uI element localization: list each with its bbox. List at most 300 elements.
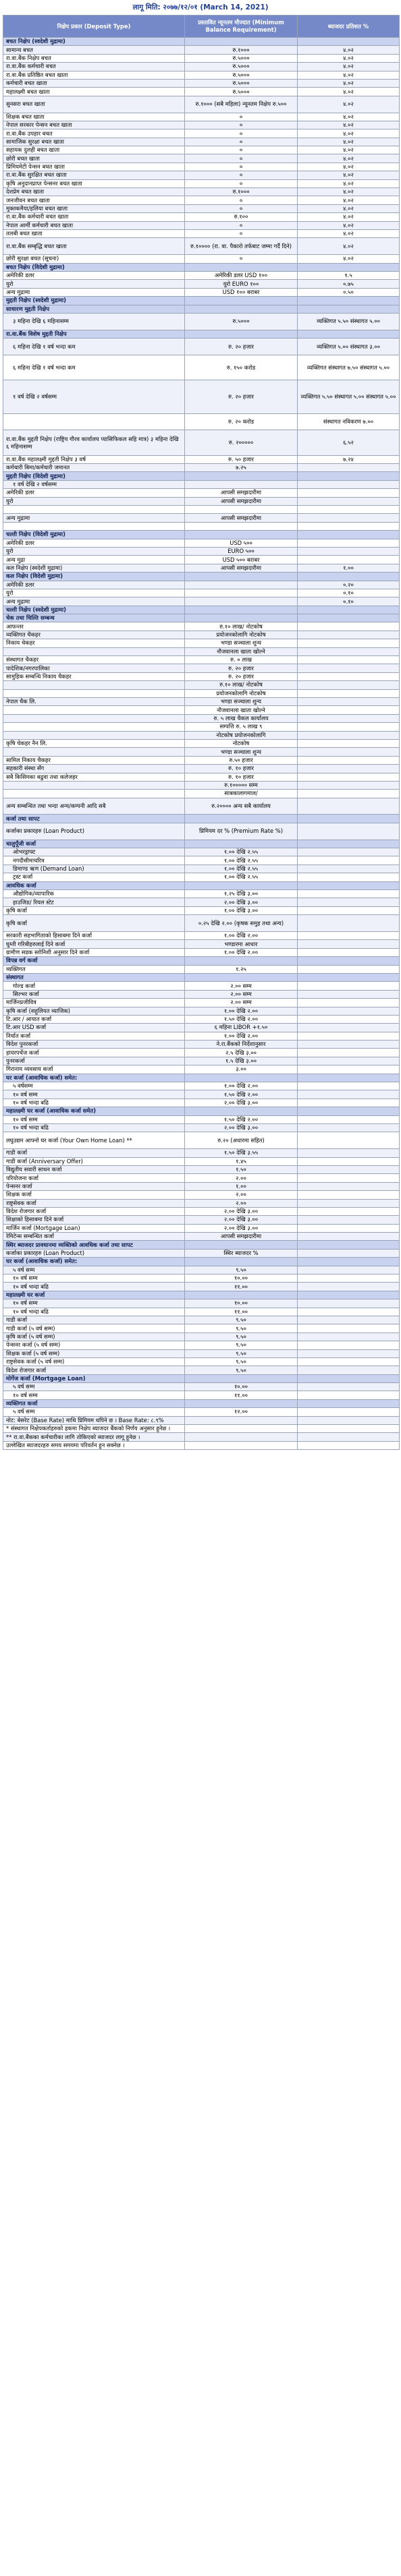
row-label: शिक्षक बचत खाता — [3, 113, 185, 121]
row-label — [3, 714, 185, 722]
table-row — [3, 856, 400, 865]
table-row — [3, 1283, 400, 1291]
row-minimum-balance: २.०० — [185, 1191, 298, 1199]
table-row — [3, 455, 400, 463]
table-row — [3, 1041, 400, 1049]
row-label: गोल्ड कर्जा — [3, 982, 185, 990]
table-row — [3, 622, 400, 631]
row-interest-rate — [298, 865, 400, 873]
row-label: देशप्रेम बचत खाता — [3, 188, 185, 196]
row-interest-rate — [298, 606, 400, 614]
row-label: अन्य मुद्रामा — [3, 514, 185, 522]
row-interest-rate: ४.०२ — [298, 163, 400, 171]
row-minimum-balance: रु.५००० — [185, 54, 298, 62]
row-minimum-balance: रु.१० लाख/ नोटकोष — [185, 681, 298, 689]
table-row — [3, 631, 400, 639]
row-minimum-balance — [185, 1441, 298, 1449]
row-label: १० वर्ष भन्दा बढि — [3, 1308, 185, 1316]
table-row — [3, 865, 400, 873]
table-row — [3, 1425, 400, 1433]
row-label: ५ वर्ष सम्म — [3, 1408, 185, 1416]
row-minimum-balance — [185, 881, 298, 889]
table-row — [3, 547, 400, 555]
row-minimum-balance: ९.५० — [185, 1366, 298, 1374]
table-row — [3, 489, 400, 497]
row-minimum-balance: २.०० सम्म — [185, 999, 298, 1007]
row-minimum-balance: रु.१००००० सम्म — [185, 781, 298, 789]
row-minimum-balance: १.०० देखि २.५५ — [185, 865, 298, 873]
row-interest-rate — [298, 480, 400, 488]
table-row — [3, 1182, 400, 1190]
row-interest-rate: ४.०२ — [298, 204, 400, 212]
row-label: १ वर्ष देखि २ वर्षसम्म — [3, 380, 185, 414]
row-interest-rate — [298, 1107, 400, 1115]
row-minimum-balance — [185, 597, 298, 606]
row-minimum-balance: सम्पत्ति रु. ५ लाख ९ — [185, 723, 298, 731]
section-row — [3, 973, 400, 981]
row-interest-rate — [298, 1266, 400, 1274]
row-interest-rate — [298, 973, 400, 981]
table-row — [3, 1233, 400, 1241]
row-label: १० वर्ष भन्दा बढि — [3, 1283, 185, 1291]
row-minimum-balance: प्रयोजनकोलागि नोटकोष — [185, 689, 298, 697]
row-minimum-balance — [185, 480, 298, 488]
table-row — [3, 689, 400, 697]
row-label: निर्यात कर्जा — [3, 1032, 185, 1040]
row-interest-rate — [298, 631, 400, 639]
table-row — [3, 1123, 400, 1132]
table-row — [3, 1057, 400, 1065]
row-minimum-balance: रु.५००० — [185, 63, 298, 71]
row-label: अन्य मुद्रामा — [3, 288, 185, 296]
row-minimum-balance: रु.१० लाख/ नोटकोष — [185, 622, 298, 631]
row-label: पेन्सनर कर्जा (५ वर्ष सम्म) — [3, 1341, 185, 1349]
row-minimum-balance — [185, 614, 298, 622]
row-interest-rate — [298, 723, 400, 731]
row-interest-rate — [298, 731, 400, 739]
row-minimum-balance: नोटकोष प्रयोजनकोलागि — [185, 731, 298, 739]
row-minimum-balance: आपसी समझदारीमा — [185, 497, 298, 505]
section-row — [3, 815, 400, 823]
table-row — [3, 63, 400, 71]
row-label: छोरी बचत खाता — [3, 154, 185, 163]
row-minimum-balance: १.०० — [185, 1182, 298, 1190]
row-label: तलबी बचत खाता — [3, 230, 185, 238]
row-minimum-balance — [185, 1433, 298, 1441]
table-row — [3, 288, 400, 296]
row-minimum-balance: रु.५००० — [185, 313, 298, 330]
row-interest-rate — [298, 823, 400, 840]
table-row — [3, 196, 400, 204]
row-interest-rate — [298, 514, 400, 522]
row-minimum-balance: १.०० देखि २.५५ — [185, 873, 298, 881]
row-interest-rate: १.५ — [298, 271, 400, 279]
table-row — [3, 255, 400, 263]
row-minimum-balance: १.५० देखि २.०० — [185, 1015, 298, 1023]
section-row — [3, 614, 400, 622]
table-row — [3, 464, 400, 472]
row-interest-rate — [298, 622, 400, 631]
table-row — [3, 931, 400, 939]
row-interest-rate — [298, 1349, 400, 1357]
table-row — [3, 1308, 400, 1316]
table-row — [3, 163, 400, 171]
row-interest-rate — [298, 1065, 400, 1074]
row-label: गाडी कर्जा — [3, 1316, 185, 1324]
row-interest-rate — [298, 263, 400, 271]
row-interest-rate — [298, 1191, 400, 1199]
row-minimum-balance: २.०० — [185, 1174, 298, 1182]
row-label: स्थिर ब्याजदर प्रावधानमा व्यक्तिको आवधिक कर्जा तथा सापट — [3, 1241, 185, 1249]
row-interest-rate — [298, 1132, 400, 1149]
row-minimum-balance: भण्डा सञ्चाला शुन्य — [185, 698, 298, 706]
row-interest-rate — [298, 1123, 400, 1132]
table-row — [3, 1433, 400, 1441]
row-minimum-balance: USD ५०० — [185, 539, 298, 547]
row-interest-rate — [298, 1216, 400, 1224]
row-label: कृषि अनुदानप्राप्त पेन्सनर बचत खाता — [3, 179, 185, 187]
table-row — [3, 1157, 400, 1165]
row-interest-rate — [298, 1024, 400, 1032]
table-row — [3, 1007, 400, 1015]
row-interest-rate — [298, 1199, 400, 1207]
row-interest-rate: ४.०२ — [298, 54, 400, 62]
row-label: अमेरिकी डलर — [3, 581, 185, 589]
row-minimum-balance: १.०० देखि २.५५ — [185, 848, 298, 856]
row-label: चल्ती निक्षेप (विदेशी मुद्रामा) — [3, 531, 185, 539]
row-label: १० वर्ष सम्म — [3, 1299, 185, 1308]
row-label: घुम्ती गरिबीहरुलाई दिने कर्जा — [3, 940, 185, 948]
page-title: लागू मिति: २०७७/१२/०१ (March 14, 2021) — [132, 3, 269, 11]
table-row — [3, 965, 400, 973]
row-label: हायरपर्चेज कर्जा — [3, 1049, 185, 1057]
row-label: १० वर्ष सम्म — [3, 1275, 185, 1283]
row-minimum-balance: आपसी समझदारीमा — [185, 514, 298, 522]
row-minimum-balance — [185, 589, 298, 597]
row-label: अन्य मुद्रामा — [3, 597, 185, 606]
table-row — [3, 664, 400, 672]
table-row — [3, 355, 400, 380]
row-minimum-balance: रु. २० करोड — [185, 413, 298, 430]
table-row — [3, 656, 400, 664]
row-interest-rate — [298, 639, 400, 647]
row-label: १० वर्ष सम्म — [3, 1115, 185, 1123]
table-row — [3, 1341, 400, 1349]
table-row — [3, 54, 400, 62]
row-label: कर्जाका प्रकारहरु (Loan Product) — [3, 1249, 185, 1257]
table-row — [3, 1383, 400, 1391]
row-minimum-balance: १०.०० — [185, 1275, 298, 1283]
row-label: मुद्दती निक्षेप (विदेशी मुद्रामा) — [3, 472, 185, 480]
row-interest-rate — [298, 489, 400, 497]
table-row — [3, 723, 400, 731]
row-interest-rate — [298, 1275, 400, 1283]
table-row — [3, 480, 400, 488]
table-row — [3, 706, 400, 714]
row-label: गाडी कर्जा (५ वर्ष सम्म) — [3, 1324, 185, 1333]
section-row — [3, 297, 400, 305]
row-label: गाडी कर्जा — [3, 1149, 185, 1157]
row-interest-rate: ४.०२ — [298, 113, 400, 121]
row-minimum-balance: १.०० देखि २.५५ — [185, 856, 298, 865]
row-interest-rate — [298, 1224, 400, 1232]
row-label: अमेरिकी डलर — [3, 539, 185, 547]
table-row — [3, 765, 400, 773]
row-interest-rate: व्यक्तिगत ५.५० संस्थागत ५.०० संस्थागत ५.०० — [298, 380, 400, 414]
section-row — [3, 263, 400, 271]
row-label: आफन्तर — [3, 622, 185, 631]
row-minimum-balance: रु. २० हजार — [185, 380, 298, 414]
row-minimum-balance: भण्डा सञ्चाला शुन्य — [185, 639, 298, 647]
row-interest-rate — [298, 1249, 400, 1257]
row-label — [3, 689, 185, 697]
row-minimum-balance: रु.१००० — [185, 46, 298, 54]
row-interest-rate — [298, 1316, 400, 1324]
row-interest-rate — [298, 1174, 400, 1182]
row-label: साधारण मुद्दती निक्षेप — [3, 305, 185, 313]
row-minimum-balance: ७.२५ — [185, 464, 298, 472]
row-interest-rate — [298, 1374, 400, 1382]
row-minimum-balance: रु. ५ लाख चैकल कार्यालय — [185, 714, 298, 722]
row-label: डिमाण्ड ऋण (Demand Loan) — [3, 865, 185, 873]
table-row — [3, 1316, 400, 1324]
row-minimum-balance: रु. २००००० — [185, 430, 298, 455]
row-minimum-balance: ने.रा.बैंकको निर्देशानुसार — [185, 1041, 298, 1049]
row-label: टि.आर / आयात कर्जा — [3, 1015, 185, 1023]
row-interest-rate: संस्थागत नविकरण ७.०० — [298, 413, 400, 430]
row-label: १० वर्ष भन्दा बढि — [3, 1123, 185, 1132]
row-interest-rate — [298, 539, 400, 547]
row-minimum-balance: १.५० — [185, 1165, 298, 1173]
table-row — [3, 154, 400, 163]
row-label: अमेरिकी डलर — [3, 489, 185, 497]
row-interest-rate — [298, 940, 400, 948]
row-interest-rate — [298, 999, 400, 1007]
row-minimum-balance: १.०० देखि २.०० — [185, 948, 298, 956]
row-interest-rate — [298, 856, 400, 865]
row-label: कर्मचारी बिमा/कर्मचारी जमानत — [3, 464, 185, 472]
row-label: शिक्षक कर्जा — [3, 1191, 185, 1199]
row-label: रा.वा.बैंक उपहार बचत — [3, 129, 185, 138]
row-minimum-balance: ० — [185, 230, 298, 238]
row-label — [3, 647, 185, 655]
row-label: गाडी कर्जा (Anniversary Offer) — [3, 1157, 185, 1165]
table-row — [3, 1391, 400, 1399]
row-label: ६ महिना देखि १ वर्ष भन्दा कम — [3, 355, 185, 380]
section-row — [3, 881, 400, 889]
row-interest-rate — [298, 1241, 400, 1249]
row-label — [3, 506, 185, 514]
row-interest-rate: ४.०२ — [298, 63, 400, 71]
row-interest-rate — [298, 1425, 400, 1433]
row-label: ५ वर्षसम्म — [3, 1082, 185, 1090]
table-row — [3, 506, 400, 514]
section-row — [3, 1241, 400, 1249]
row-label: सामाजिक सुरक्षा बचत खाता — [3, 138, 185, 146]
row-label: निकाय चेकहर — [3, 639, 185, 647]
row-minimum-balance — [185, 957, 298, 965]
row-label: विपन्न वर्ग कर्जा — [3, 957, 185, 965]
row-interest-rate — [298, 815, 400, 823]
row-minimum-balance: ९.५० — [185, 1266, 298, 1274]
section-row — [3, 330, 400, 338]
table-row — [3, 639, 400, 647]
row-minimum-balance: २.०० देखि ३.०० — [185, 898, 298, 906]
row-interest-rate: ४.०२ — [298, 96, 400, 113]
row-label: घर कर्जा (आवाधिक कर्जा) समेत: — [3, 1258, 185, 1266]
row-label: अन्य सम्बन्धित तथा भन्दा अन्य/कम्पनी आदि सबै — [3, 798, 185, 815]
row-minimum-balance: भण्डा सञ्चाला शुन्य — [185, 748, 298, 756]
row-minimum-balance: अमेरिकी डलर USD १०० — [185, 271, 298, 279]
row-interest-rate — [298, 1082, 400, 1090]
row-minimum-balance: रु. ० लाख — [185, 656, 298, 664]
row-interest-rate: ०.५० — [298, 288, 400, 296]
row-interest-rate: ४.०२ — [298, 213, 400, 221]
row-minimum-balance: २.०० — [185, 1199, 298, 1207]
row-minimum-balance: ० — [185, 129, 298, 138]
row-label: ** रा.वा.बैंकका कर्मचारीका लागि तोकिएको ब्याजदर लागू हुनेछ । — [3, 1433, 185, 1441]
row-minimum-balance — [185, 1425, 298, 1433]
row-label: महालक्ष्मी बचत खाता — [3, 88, 185, 96]
row-label: विदेश रोजगार कर्जा — [3, 1366, 185, 1374]
row-label: रा.वा.बैंक निक्षेप बचत — [3, 54, 185, 62]
row-label: युरो — [3, 589, 185, 597]
table-row — [3, 430, 400, 455]
row-label: कल निक्षेप (विदेशी मुद्रामा) — [3, 573, 185, 581]
row-label: नेपाल सरकार पेन्सन बचत खाता — [3, 121, 185, 129]
section-row — [3, 472, 400, 480]
row-minimum-balance — [185, 305, 298, 313]
row-minimum-balance: १२.०० — [185, 1408, 298, 1416]
table-row — [3, 698, 400, 706]
row-minimum-balance — [185, 840, 298, 848]
table-row — [3, 1024, 400, 1032]
row-minimum-balance: ० — [185, 154, 298, 163]
row-interest-rate — [298, 1149, 400, 1157]
row-label: कर्जाका प्रकारहरु (Loan Product) — [3, 823, 185, 840]
row-minimum-balance: साबकालागमाल/ — [185, 790, 298, 798]
row-minimum-balance: ९.५० — [185, 1316, 298, 1324]
row-label: मुक्तकमैया/हलिया बचत खाता — [3, 204, 185, 212]
table-row — [3, 1357, 400, 1366]
table-row — [3, 1216, 400, 1224]
row-label — [3, 731, 185, 739]
row-label: सरकारी सहभागिताको हिसाबमा दिने कर्जा — [3, 931, 185, 939]
row-interest-rate — [298, 1233, 400, 1241]
row-minimum-balance: रु.५० हजार — [185, 756, 298, 764]
row-minimum-balance: USD ५०० बराबर — [185, 556, 298, 564]
row-interest-rate — [298, 305, 400, 313]
section-row — [3, 1074, 400, 1082]
row-minimum-balance: ० — [185, 113, 298, 121]
row-interest-rate — [298, 706, 400, 714]
row-interest-rate — [298, 681, 400, 689]
row-minimum-balance: आपसी समझदारीमा — [185, 1233, 298, 1241]
row-interest-rate — [298, 522, 400, 530]
row-minimum-balance — [185, 1107, 298, 1115]
row-minimum-balance: २.०० सम्म — [185, 990, 298, 998]
table-row — [3, 597, 400, 606]
row-interest-rate — [298, 672, 400, 680]
row-label: कृषि कर्जा — [3, 915, 185, 932]
row-minimum-balance: १.०० देखि ३.०० — [185, 906, 298, 914]
row-label: विदेश पुनरकर्जा — [3, 1041, 185, 1049]
table-row — [3, 1333, 400, 1341]
row-interest-rate: ४.०२ — [298, 88, 400, 96]
table-row — [3, 514, 400, 522]
row-minimum-balance: ० — [185, 179, 298, 187]
row-interest-rate: ४.०२ — [298, 154, 400, 163]
row-interest-rate — [298, 1357, 400, 1366]
row-label: सामुहिक सम्बन्धि निकाय चैकहर — [3, 672, 185, 680]
row-label: प्रिमियमेटी पेन्सन बचत खाता — [3, 163, 185, 171]
row-interest-rate — [298, 1299, 400, 1308]
table-row — [3, 204, 400, 212]
row-interest-rate — [298, 1383, 400, 1391]
row-label: सामान्य बचत — [3, 46, 185, 54]
table-row — [3, 823, 400, 840]
table-row — [3, 1324, 400, 1333]
row-interest-rate — [298, 506, 400, 514]
row-interest-rate — [298, 556, 400, 564]
row-interest-rate — [298, 38, 400, 46]
row-label: कृषि कर्जा (५ वर्ष सम्म) — [3, 1333, 185, 1341]
row-label: कर्मचारी बचत खाता — [3, 79, 185, 87]
row-minimum-balance: ९.५० — [185, 1357, 298, 1366]
table-row — [3, 171, 400, 179]
row-minimum-balance: रु.१०००० (रा. वा. पैकारो तर्फबाट जम्मा गर्दै दिने) — [185, 238, 298, 255]
table-row — [3, 982, 400, 990]
row-minimum-balance — [185, 1074, 298, 1082]
row-interest-rate — [298, 1041, 400, 1049]
row-interest-rate: ४.०२ — [298, 188, 400, 196]
row-interest-rate — [298, 1291, 400, 1299]
row-interest-rate — [298, 1090, 400, 1099]
table-row — [3, 221, 400, 229]
row-interest-rate — [298, 1391, 400, 1399]
row-interest-rate — [298, 957, 400, 965]
row-label: नोट: बेसरेट (Base Rate) माथि प्रिमियम थपिने छ । Base Rate: ८.९% — [3, 1416, 185, 1424]
row-interest-rate — [298, 773, 400, 781]
table-row — [3, 230, 400, 238]
row-minimum-balance: रु.२०००० अन्य सबै कार्यालय — [185, 798, 298, 815]
row-label: आवधिक कर्जा — [3, 881, 185, 889]
row-label: ६ महिना देखि १ वर्ष भन्दा कम — [3, 339, 185, 355]
table-row — [3, 96, 400, 113]
row-interest-rate: ४.०२ — [298, 146, 400, 154]
row-minimum-balance: २.०० देखि ३.०० — [185, 1207, 298, 1215]
row-interest-rate — [298, 848, 400, 856]
row-label: नेपाल चैक लि. — [3, 698, 185, 706]
row-label: छोरी सुरक्षा बचत (सूचना) — [3, 255, 185, 263]
table-row — [3, 790, 400, 798]
row-interest-rate — [298, 689, 400, 697]
table-row — [3, 1416, 400, 1424]
row-label: रा.वा.बैंक सुरक्षित बचत खाता — [3, 171, 185, 179]
row-label: लघुउद्यम आफ्नो घर कर्जा (Your Own Home Loan) ** — [3, 1132, 185, 1149]
row-label: * संस्थागत निक्षेपकर्ताहरुको हकमा निक्षेप ब्याजदर बैंकको निर्णय अनुसार हुनेछ । — [3, 1425, 185, 1433]
row-interest-rate: ४.०२ — [298, 129, 400, 138]
table-row — [3, 522, 400, 530]
section-row — [3, 1399, 400, 1407]
table-row — [3, 999, 400, 1007]
row-label — [3, 748, 185, 756]
table-row — [3, 380, 400, 414]
row-interest-rate — [298, 990, 400, 998]
row-interest-rate — [298, 1366, 400, 1374]
table-row — [3, 1224, 400, 1232]
row-interest-rate — [298, 1115, 400, 1123]
